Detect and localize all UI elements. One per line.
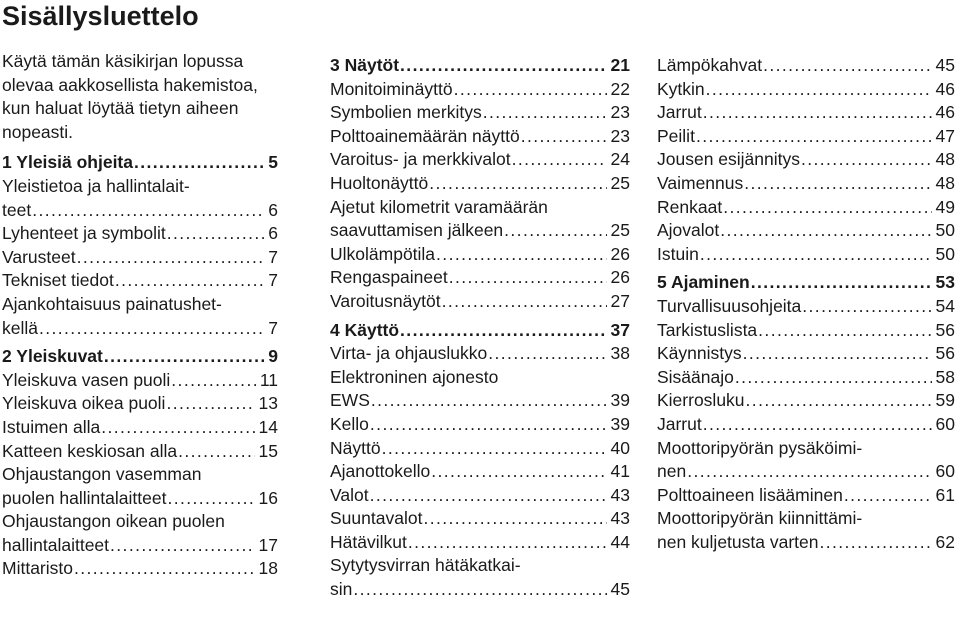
toc-entry[interactable] [657, 148, 955, 172]
toc-entry-line [2, 293, 278, 317]
toc-entry[interactable] [330, 342, 630, 366]
dot-leader [442, 290, 607, 314]
dot-leader [751, 271, 932, 295]
toc-entry-line [657, 319, 955, 343]
toc-entry-line [657, 148, 955, 172]
toc-entry-title: Moottoripyörän kiinnittämi- [657, 508, 863, 529]
toc-entry-title: Monitoiminäyttö [330, 78, 453, 99]
toc-entry-line [2, 463, 278, 487]
dot-leader [371, 389, 607, 413]
toc-page-number: 48 [935, 149, 955, 170]
toc-entry[interactable] [657, 101, 955, 125]
dot-leader [735, 366, 932, 390]
toc-entry-title: Ajanottokello [330, 461, 431, 482]
toc-entry[interactable] [657, 507, 955, 554]
toc-entry-line [2, 222, 278, 246]
dot-leader [703, 101, 932, 125]
toc-entry-line [2, 510, 278, 534]
toc-page-number: 27 [610, 290, 630, 311]
toc-page-number: 39 [610, 413, 630, 434]
toc-entry-title: Yleiskuva vasen puoli [2, 369, 171, 390]
toc-entry[interactable] [657, 484, 955, 508]
dot-leader [178, 440, 254, 464]
toc-entry-title: saavuttamisen jälkeen [330, 220, 504, 241]
toc-entry-line [330, 266, 630, 290]
toc-entry-line [2, 557, 278, 581]
toc-entry-line [657, 271, 955, 295]
toc-page-number: 58 [935, 366, 955, 387]
toc-entry-line [2, 416, 278, 440]
toc-entry[interactable] [657, 319, 955, 343]
dot-leader [101, 416, 254, 440]
dot-leader [723, 196, 931, 220]
toc-entry-title: Symbolien merkitys [330, 102, 482, 123]
toc-entry-title: sin [330, 579, 353, 600]
toc-page-number: 22 [610, 78, 630, 99]
dot-leader [700, 243, 932, 267]
toc-page-number: 43 [610, 484, 630, 505]
toc-entry-line [2, 440, 278, 464]
toc-entry[interactable] [657, 366, 955, 390]
toc-entry-line [2, 246, 278, 270]
toc-entry-title: puolen hallintalaitteet [2, 487, 167, 508]
toc-entry[interactable] [2, 557, 278, 581]
toc-entry-line [330, 342, 630, 366]
dot-leader [74, 557, 255, 581]
toc-entry-title: Jousen esijännitys [657, 149, 800, 170]
toc-column-1 [2, 50, 278, 581]
dot-leader [436, 243, 606, 267]
toc-entry[interactable] [2, 416, 278, 440]
toc-entry[interactable] [330, 366, 630, 413]
dot-leader [521, 125, 607, 149]
toc-entry[interactable] [657, 243, 955, 267]
toc-entry-title: Näyttö [330, 437, 381, 458]
dot-leader [39, 317, 264, 341]
toc-chapter-heading[interactable] [2, 151, 278, 175]
toc-page-number: 13 [258, 393, 278, 414]
dot-leader [171, 369, 256, 393]
toc-entry[interactable] [2, 440, 278, 464]
toc-entry-title: Ajankohtaisuus painatushet- [2, 293, 222, 314]
dot-leader [382, 437, 607, 461]
toc-entry[interactable] [657, 172, 955, 196]
toc-entry[interactable] [2, 510, 278, 557]
toc-entry[interactable] [330, 148, 630, 172]
toc-page-number: 48 [935, 172, 955, 193]
toc-page-number: 39 [610, 390, 630, 411]
toc-entry-line [330, 413, 630, 437]
toc-page-number: 23 [610, 102, 630, 123]
toc-page-number: 9 [268, 346, 278, 367]
toc-entry-line [330, 507, 630, 531]
toc-page-number: 14 [258, 416, 278, 437]
toc-entry-title: 4 Käyttö [330, 319, 400, 340]
toc-entry-line [330, 531, 630, 555]
toc-entry[interactable] [657, 78, 955, 102]
toc-page-number: 50 [935, 243, 955, 264]
dot-leader [429, 172, 606, 196]
toc-page-number: 16 [258, 487, 278, 508]
toc-page-number: 23 [610, 125, 630, 146]
toc-entry[interactable] [657, 342, 955, 366]
toc-entry-line [2, 175, 278, 199]
toc-page-number: 41 [610, 461, 630, 482]
toc-entry-line [330, 196, 630, 220]
toc-page-number: 7 [268, 246, 278, 267]
dot-leader [703, 413, 932, 437]
toc-entry-title: Jarrut [657, 413, 702, 434]
toc-entry-title: 2 Yleiskuvat [2, 346, 103, 367]
toc-column-3 [657, 54, 955, 554]
toc-entry-title: Lyhenteet ja symbolit [2, 223, 166, 244]
dot-leader [802, 295, 931, 319]
toc-entry-line [330, 219, 630, 243]
toc-entry-title: Elektroninen ajonesto [330, 366, 499, 387]
toc-entry-title: Lämpökahvat [657, 55, 763, 75]
toc-page-number: 53 [935, 272, 955, 293]
toc-entry-line [657, 219, 955, 243]
toc-entry-title: Ajovalot [657, 220, 720, 241]
page-title: Sisällysluettelo [2, 1, 199, 31]
toc-entry-line [2, 392, 278, 416]
toc-entry[interactable] [330, 507, 630, 531]
toc-entry-title: Istuimen alla [2, 416, 101, 437]
toc-entry-line [2, 369, 278, 393]
toc-column-2 [330, 54, 630, 602]
toc-entry-line [657, 172, 955, 196]
toc-entry-title: Ohjaustangon oikean puolen [2, 511, 225, 532]
toc-entry-title: Yleistietoa ja hallintalait- [2, 175, 190, 196]
toc-page-number: 56 [935, 319, 955, 340]
toc-page-number: 50 [935, 220, 955, 241]
toc-entry-title: Jarrut [657, 102, 702, 123]
toc-entry[interactable] [330, 437, 630, 461]
toc-page-number: 26 [610, 243, 630, 264]
dot-leader [720, 219, 931, 243]
toc-page-number: 25 [610, 220, 630, 241]
toc-entry-title: Vaimennus [657, 172, 744, 193]
toc-entry-title: 3 Näytöt [330, 55, 400, 75]
dot-leader [746, 389, 932, 413]
toc-entry-line [330, 437, 630, 461]
toc-entry-line [330, 578, 630, 602]
toc-entry-line [657, 78, 955, 102]
toc-entry-line [657, 243, 955, 267]
dot-leader [706, 78, 932, 102]
toc-entry-title: Moottoripyörän pysäköimi- [657, 437, 863, 458]
toc-page-number: 37 [610, 319, 630, 340]
dot-leader [504, 219, 606, 243]
toc-entry-line [330, 554, 630, 578]
toc-entry-line [330, 484, 630, 508]
dot-leader [801, 148, 932, 172]
toc-entry[interactable] [330, 243, 630, 267]
toc-entry-title: Virta- ja ohjauslukko [330, 343, 488, 364]
toc-entry[interactable] [2, 463, 278, 510]
toc-entry-title: Ulkolämpötila [330, 243, 436, 264]
toc-page-number: 17 [258, 534, 278, 555]
toc-entry[interactable] [657, 196, 955, 220]
dot-leader [167, 487, 254, 511]
dot-leader [400, 319, 606, 343]
toc-entry[interactable] [330, 531, 630, 555]
toc-page-number: 56 [935, 343, 955, 364]
toc-entry-title: Turvallisuusohjeita [657, 295, 802, 316]
toc-entry-title: 5 Ajaminen [657, 272, 750, 293]
toc-entry-title: Varoitusnäytöt [330, 290, 441, 311]
toc-entry-line [330, 460, 630, 484]
toc-entry-title: Kierrosluku [657, 390, 745, 411]
dot-leader [166, 392, 254, 416]
toc-entry[interactable] [330, 78, 630, 102]
dot-leader [844, 484, 932, 508]
toc-page-number: 49 [935, 196, 955, 217]
dot-leader [449, 266, 607, 290]
toc-entry[interactable] [657, 389, 955, 413]
dot-leader [454, 78, 607, 102]
toc-entry[interactable] [330, 554, 630, 601]
toc-entry-title: Polttoaineen lisääminen [657, 484, 843, 505]
toc-entry-title: Yleiskuva oikea puoli [2, 393, 166, 414]
toc-chapter-heading[interactable] [330, 54, 630, 78]
toc-entry-line [330, 389, 630, 413]
toc-entry-line [657, 54, 955, 78]
toc-entry-title: Kytkin [657, 78, 705, 99]
toc-entry-line [657, 101, 955, 125]
toc-entry-title: nen [657, 461, 687, 482]
toc-entry[interactable] [330, 172, 630, 196]
toc-page-number: 60 [935, 461, 955, 482]
dot-leader [134, 151, 264, 175]
toc-entry-title: Ajetut kilometrit varamäärän [330, 196, 548, 217]
toc-page-number: 15 [258, 440, 278, 461]
toc-entry-title: Hätävilkut [330, 531, 407, 552]
toc-entry-line [330, 290, 630, 314]
toc-entry-line [657, 437, 955, 461]
toc-entry[interactable] [2, 246, 278, 270]
dot-leader [408, 531, 607, 555]
toc-entry-line [657, 125, 955, 149]
dot-leader [32, 199, 264, 223]
toc-entry-line [2, 534, 278, 558]
dot-leader [370, 484, 607, 508]
dot-leader [353, 578, 606, 602]
toc-page-number: 43 [610, 508, 630, 529]
dot-leader [431, 460, 606, 484]
toc-page-number: 6 [268, 223, 278, 244]
toc-entry[interactable] [330, 266, 630, 290]
dot-leader [400, 54, 606, 78]
toc-entry-title: kellä [2, 317, 38, 338]
toc-page-number: 7 [268, 270, 278, 291]
toc-entry[interactable] [657, 54, 955, 78]
toc-page-number: 54 [935, 295, 955, 316]
toc-page-number: 5 [268, 152, 278, 173]
toc-page-number: 40 [610, 437, 630, 458]
toc-entry-title: Mittaristo [2, 558, 73, 579]
toc-page-number: 62 [935, 531, 955, 552]
toc-entry-line [657, 507, 955, 531]
dot-leader [744, 172, 931, 196]
toc-entry[interactable] [330, 125, 630, 149]
toc-entry-line [657, 484, 955, 508]
toc-entry-line [330, 148, 630, 172]
toc-entry-title: 1 Yleisiä ohjeita [2, 152, 133, 173]
intro-text: Käytä tämän käsikirjan lopussa olevaa aakkosellista hakemistoa, kun haluat löytää tietyn aiheen nopeasti. [2, 51, 258, 142]
toc-entry-line [330, 78, 630, 102]
toc-page-number: 47 [935, 125, 955, 146]
toc-entry-title: Sisäänajo [657, 366, 734, 387]
toc-page-number: 46 [935, 78, 955, 99]
toc-entry-line [657, 413, 955, 437]
toc-entry-line [657, 295, 955, 319]
toc-entry-line [2, 151, 278, 175]
toc-entry-line [2, 199, 278, 223]
toc-entry-title: nen kuljetusta varten [657, 531, 819, 552]
toc-entry-title: hallintalaitteet [2, 534, 110, 555]
dot-leader [488, 342, 606, 366]
toc-entry-title: Istuin [657, 243, 699, 264]
toc-entry[interactable] [330, 196, 630, 243]
toc-entry[interactable] [2, 175, 278, 222]
toc-entry-line [330, 366, 630, 390]
toc-page-number: 38 [610, 343, 630, 364]
toc-entry[interactable] [2, 293, 278, 340]
toc-page-number: 60 [935, 413, 955, 434]
toc-page-number: 11 [259, 369, 278, 390]
toc-entry-title: EWS [330, 390, 370, 411]
toc-entry-title: Katteen keskiosan alla [2, 440, 178, 461]
toc-page-number: 61 [935, 484, 955, 505]
toc-entry[interactable] [2, 222, 278, 246]
toc-entry-line [330, 243, 630, 267]
toc-page-number: 6 [268, 199, 278, 220]
toc-page-number: 46 [935, 102, 955, 123]
toc-entry-line [2, 487, 278, 511]
toc-entry[interactable] [330, 484, 630, 508]
toc-entry-title: Varoitus- ja merkkivalot [330, 149, 511, 170]
toc-entry-title: Valot [330, 484, 369, 505]
toc-entry-line [2, 269, 278, 293]
toc-entry-title: Suuntavalot [330, 508, 423, 529]
dot-leader [763, 54, 931, 78]
toc-entry[interactable] [2, 369, 278, 393]
toc-entry-line [657, 196, 955, 220]
dot-leader [696, 125, 932, 149]
toc-page-number: 26 [610, 267, 630, 288]
toc-page-number: 25 [610, 172, 630, 193]
toc-entry-line [330, 101, 630, 125]
toc-entry[interactable] [657, 219, 955, 243]
toc-entry-line [657, 342, 955, 366]
toc-page-number: 45 [610, 579, 630, 600]
toc-page-number: 44 [610, 531, 630, 552]
dot-leader [687, 460, 931, 484]
toc-page-number: 18 [258, 558, 278, 579]
dot-leader [423, 507, 606, 531]
toc-entry-line [330, 125, 630, 149]
toc-entry-title: Ohjaustangon vasemman [2, 464, 202, 485]
dot-leader [512, 148, 607, 172]
toc-page-number: 45 [935, 55, 955, 75]
toc-entry[interactable] [657, 413, 955, 437]
dot-leader [483, 101, 607, 125]
dot-leader [115, 269, 264, 293]
toc-entry-title: teet [2, 199, 32, 220]
dot-leader [758, 319, 931, 343]
dot-leader [104, 345, 264, 369]
toc-chapter-heading[interactable] [2, 345, 278, 369]
toc-entry-title: Huoltonäyttö [330, 172, 429, 193]
toc-entry-line [330, 319, 630, 343]
toc-entry[interactable] [330, 101, 630, 125]
dot-leader [743, 342, 932, 366]
toc-entry-title: Rengaspaineet [330, 267, 448, 288]
toc-entry-line [657, 531, 955, 555]
toc-entry[interactable] [657, 437, 955, 484]
dot-leader [820, 531, 932, 555]
dot-leader [77, 246, 265, 270]
toc-entry-title: Peilit [657, 125, 695, 146]
toc-entry[interactable] [657, 125, 955, 149]
toc-entry-title: Käynnistys [657, 343, 742, 364]
toc-entry[interactable] [330, 460, 630, 484]
toc-entry[interactable] [2, 269, 278, 293]
toc-entry-line [2, 317, 278, 341]
toc-chapter-heading[interactable] [330, 319, 630, 343]
toc-entry[interactable] [657, 295, 955, 319]
toc-entry-line [657, 389, 955, 413]
toc-entry[interactable] [2, 392, 278, 416]
toc-entry-title: Renkaat [657, 196, 723, 217]
dot-leader [167, 222, 265, 246]
dot-leader [370, 413, 607, 437]
toc-entry-line [330, 172, 630, 196]
toc-entry-title: Varusteet [2, 246, 76, 267]
toc-page-number: 7 [268, 317, 278, 338]
toc-entry-title: Kello [330, 413, 369, 434]
toc-page-number: 21 [610, 55, 630, 75]
toc-entry-line [330, 54, 630, 78]
toc-entry[interactable] [330, 290, 630, 314]
dot-leader [110, 534, 255, 558]
toc-chapter-heading[interactable] [657, 271, 955, 295]
toc-entry[interactable] [330, 413, 630, 437]
toc-entry-title: Sytytysvirran hätäkatkai- [330, 555, 521, 576]
toc-entry-line [657, 460, 955, 484]
toc-entry-line [2, 345, 278, 369]
toc-entry-title: Polttoainemäärän näyttö [330, 125, 520, 146]
toc-entry-title: Tarkistuslista [657, 319, 758, 340]
toc-page-number: 59 [935, 390, 955, 411]
toc-page-number: 24 [610, 149, 630, 170]
toc-entry-title: Tekniset tiedot [2, 270, 114, 291]
toc-entry-line [657, 366, 955, 390]
